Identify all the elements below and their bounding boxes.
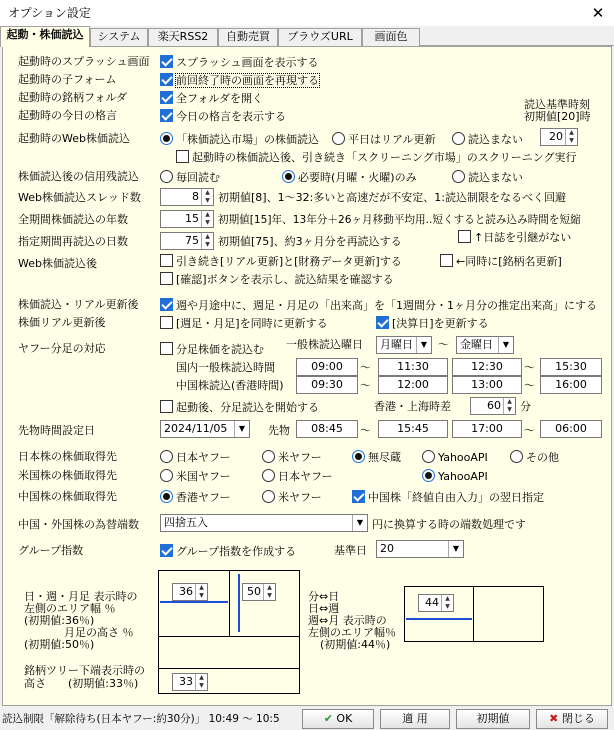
web-load-radio-none[interactable]: 読込まない [452,132,523,147]
area2-divider-v [473,586,474,642]
area1-label-5: (初期値:50％) [24,638,95,651]
us-radio-yahooapi[interactable]: YahooAPI [422,469,488,484]
area1-label-1: 日・週・月足 表示時の [24,590,138,603]
hk-diff-stepper[interactable]: 60 ▲ ▼ [470,397,516,415]
spin-arrows-icon[interactable]: ▲ ▼ [263,584,275,600]
volume-label: 株価読込・リアル更新後 [18,298,139,311]
thread-note: 初期値[8]、1～32:多いと高速だが不安定、1:読込制限をなるべく回避 [218,191,566,204]
radio-icon [262,490,275,503]
domestic-time-4[interactable]: 15:30 [540,358,602,376]
tab-startup[interactable]: 起動・株価読込 [0,26,90,47]
futures-label: 先物時間設定日 [18,424,95,437]
area2-label-4: 左側のエリア幅％ [308,626,396,639]
apply-button[interactable]: 適 用 [380,709,450,729]
spin-arrows-icon[interactable]: ▲ ▼ [565,129,577,145]
china-time-2[interactable]: 12:00 [378,376,448,394]
domestic-time-1[interactable]: 09:00 [296,358,358,376]
domestic-time-2[interactable]: 11:30 [378,358,448,376]
area1-height-stepper[interactable]: 50 ▲ ▼ [242,583,276,601]
futures-date-select[interactable]: 2024/11/05 ▼ [160,420,250,438]
radio-icon [282,170,295,183]
us-radio-japan-yahoo[interactable]: 日本ヤフー [262,469,333,484]
tilde: ～ [524,424,535,437]
checkbox-icon [176,150,189,163]
fx-note: 円に換算する時の端数処理です [372,518,526,531]
credit-radio-none[interactable]: 読込まない [452,170,523,185]
tab-browse-url[interactable]: ブラウズURL [278,28,362,46]
chevron-down-icon[interactable]: ▼ [498,337,513,353]
maxim-checkbox[interactable]: 今日の格言を表示する [160,109,286,124]
splash-checkbox[interactable]: スプラッシュ画面を表示する [160,55,319,70]
credit-radio-needed[interactable]: 必要時(月曜・火曜)のみ [282,170,417,185]
china-time-1[interactable]: 09:30 [296,376,358,394]
ok-button[interactable]: ✔ OK [302,709,374,729]
base-date-select[interactable]: 20 ▼ [376,540,464,558]
close-icon[interactable]: ✕ [591,4,605,22]
child-form-label: 起動時の子フォーム [18,73,117,86]
group-index-label: グループ指数 [18,544,84,557]
us-source-label: 米国株の株価取得先 [18,469,117,482]
years-stepper[interactable]: 15 ▲ ▼ [160,210,214,228]
domestic-time-label: 国内一般株読込時間 [176,361,275,374]
web-load-label: 起動時のWeb株価読込 [18,132,130,145]
status-text: 読込制限「解除待ち(日本ヤフー:約30分)」 10:49 ～ 10:5 [2,713,280,725]
tab-auto-trade[interactable]: 自動売買 [218,28,278,46]
radio-icon [160,469,173,482]
jp-radio-mujinzo[interactable]: 無尽蔵 [352,450,401,465]
domestic-time-3[interactable]: 12:30 [452,358,522,376]
to-day-select[interactable]: 金曜日 ▼ [456,336,514,354]
checkbox-icon [160,254,173,267]
ref-time-stepper[interactable]: 20 ▲ ▼ [540,128,578,146]
credit-radio-every[interactable]: 毎回読む [160,170,220,185]
fx-rounding-select[interactable]: 四捨五入 ▼ [160,514,368,532]
tab-screen-color[interactable]: 画面色 [362,28,420,46]
check-icon [160,91,173,104]
checkbox-icon [160,316,173,329]
jp-radio-japan-yahoo[interactable]: 日本ヤフー [160,450,231,465]
jp-radio-yahooapi[interactable]: YahooAPI [422,450,488,465]
years-note: 初期値[15]年、13年分＋26ヶ月移動平均用..短くすると読み込み時間を短縮 [218,214,581,226]
tilde: ～ [360,361,371,374]
maxim-label: 起動時の今日の格言 [18,109,117,122]
open-folders-checkbox[interactable]: 全フォルダを開く [160,91,263,106]
tilde: ～ [360,424,371,437]
radio-icon [422,450,435,463]
check-icon [160,544,173,557]
ref-time-label: 読込基準時刻 [524,98,590,111]
radio-icon [422,469,435,482]
radio-icon [510,450,523,463]
futures-time-3[interactable]: 17:00 [452,420,522,438]
tab-system[interactable]: システム [90,28,148,46]
cn-radio-hk-yahoo[interactable]: 香港ヤフー [160,490,231,505]
confirm-button-checkbox[interactable]: [確認]ボタンを表示し、読込結果を確認する [160,272,394,287]
spin-arrows-icon[interactable]: ▲ ▼ [201,233,213,249]
title-bar [0,0,614,26]
tilde: ～ [360,379,371,392]
spin-arrows-icon[interactable]: ▲ ▼ [503,398,515,414]
days-stepper[interactable]: 75 ▲ ▼ [160,232,214,250]
futures-time-1[interactable]: 08:45 [296,420,358,438]
area2-label-1: 分⇔日 [308,590,340,603]
web-load-radio-realtime[interactable]: 平日はリアル更新 [332,132,436,147]
radio-icon [262,469,275,482]
thread-label: Web株価読込スレッド数 [18,191,141,204]
hk-diff-label: 香港・上海時差 [374,400,451,413]
chevron-down-icon[interactable]: ▼ [234,421,249,437]
yahoo-minute-label: ヤフー分足の対応 [18,342,106,355]
years-label: 全期間株価読込の年数 [18,213,128,226]
area2-label-5: (初期値:44％) [320,638,391,651]
spin-arrows-icon[interactable]: ▲ ▼ [195,584,207,600]
spin-arrows-icon[interactable]: ▲ ▼ [201,189,213,205]
area1-width-arrow [160,601,228,603]
update-name-checkbox[interactable]: ←同時に[銘柄名更新] [440,254,562,269]
check-icon [160,109,173,122]
minute-load-checkbox[interactable]: 分足株価を読込む [160,342,264,357]
spin-arrows-icon[interactable]: ▲ ▼ [441,595,453,611]
screening-checkbox[interactable]: 起動時の株価読込後、引き続き「スクリーニング市場」のスクリーニング実行 [176,150,577,165]
spin-arrows-icon[interactable]: ▲ ▼ [201,211,213,227]
tilde: ～ [438,338,449,351]
area1-divider-h [158,636,300,637]
credit-label: 株価読込後の信用残読込 [18,170,139,183]
check-icon [160,55,173,68]
weekday-label: 一般株読込曜日 [286,338,363,351]
radio-icon [160,490,173,503]
area2-label-3: 週⇔月 表示時の [308,614,387,627]
days-label: 指定期間再読込の日数 [18,235,128,248]
checkbox-icon [160,272,173,285]
radio-icon [160,450,173,463]
chevron-down-icon[interactable]: ▼ [352,515,367,531]
tree-height-stepper[interactable]: 33 ▲ ▼ [172,673,208,691]
cn-close-input-checkbox[interactable]: 中国株「終値自由入力」の翌日指定 [352,490,544,505]
area1-label-2: 左側のエリア幅 ％ [24,602,116,615]
check-icon: ✔ [323,712,333,725]
area1-width-stepper[interactable]: 36 ▲ ▼ [172,583,208,601]
tree-divider [158,668,300,669]
tilde: ～ [524,379,535,392]
checkbox-icon [160,400,173,413]
radio-icon [332,132,345,145]
us-radio-us-yahoo[interactable]: 米国ヤフー [160,469,231,484]
china-time-3[interactable]: 13:00 [452,376,522,394]
check-icon [352,490,365,503]
restore-screen-checkbox[interactable]: 前回終了時の画面を再現する [160,73,319,88]
radio-icon [160,132,173,145]
checkbox-icon [160,342,173,355]
radio-icon [262,450,275,463]
area2-label-2: 日⇔週 [308,602,340,615]
tree-label-2: 高さ (初期値:33％) [24,677,139,690]
group-index-checkbox[interactable]: グループ指数を作成する [160,544,296,559]
from-day-select[interactable]: 月曜日 ▼ [376,336,432,354]
china-time-label: 中国株読込(香港時間) [176,379,284,392]
folder-label: 起動時の銘柄フォルダ [18,91,128,104]
area1-height-arrow [238,574,240,632]
tree-label-1: 銘柄ツリー下端表示時の [24,664,145,677]
window-title: オプション設定 [8,6,91,20]
close-button[interactable]: ✖ 閉じる [536,709,608,729]
jp-radio-us-yahoo[interactable]: 米ヤフー [262,450,322,465]
ref-time-default: 初期値[20]時 [524,110,591,123]
hk-diff-unit: 分 [520,400,531,413]
estimated-volume-checkbox[interactable]: 週や月途中に、週足・月足の「出来高」を「1週間分・1ヶ月分の推定出来高」にする [160,298,597,313]
cn-source-label: 中国株の株価取得先 [18,490,117,503]
area1-label-3: (初期値:36％) [24,614,95,627]
chevron-down-icon[interactable]: ▼ [416,337,431,353]
jp-source-label: 日本株の株価取得先 [18,450,117,463]
spin-arrows-icon[interactable]: ▲ ▼ [195,674,207,690]
china-time-4[interactable]: 16:00 [540,376,602,394]
area2-width-stepper[interactable]: 44 ▲ ▼ [418,594,454,612]
radio-icon [352,450,365,463]
fx-label: 中国・外国株の為替端数 [18,518,139,531]
cn-radio-us-yahoo[interactable]: 米ヤフー [262,490,322,505]
start-minute-checkbox[interactable]: 起動後、分足読込を開始する [160,400,319,415]
area1-divider-v [229,570,230,636]
close-icon: ✖ [549,712,559,725]
radio-icon [452,170,465,183]
base-date-label: 基準日 [334,544,367,557]
weekly-monthly-checkbox[interactable]: [週足・月足]を同時に更新する [160,316,328,331]
jp-radio-other[interactable]: その他 [510,450,559,465]
check-icon [160,298,173,311]
after-load-label: Web株価読込後 [18,257,97,270]
checkbox-icon [458,230,471,243]
checkbox-icon [440,254,453,267]
chevron-down-icon[interactable]: ▼ [448,541,463,557]
area2-width-arrow [406,618,472,620]
days-note: 初期値[75]、約3ヶ月分を再読込する [218,235,402,248]
splash-label: 起動時のスプラッシュ画面 [18,55,150,68]
futures-time-4[interactable]: 06:00 [540,420,602,438]
tilde: ～ [524,361,535,374]
tab-rakuten-rss2[interactable]: 楽天RSS2 [148,28,218,46]
continue-realtime-checkbox[interactable]: 引き続き[リアル更新]と[財務データ更新]する [160,254,402,269]
futures-time-2[interactable]: 15:45 [378,420,448,438]
area1-label-4: 月足の高さ ％ [64,626,134,639]
futures-name: 先物 [268,424,290,437]
check-icon [376,316,389,329]
init-button[interactable]: 初期値 [456,709,530,729]
no-diary-checkbox[interactable]: ↑日誌を引継がない [458,230,571,245]
real-update-label: 株価リアル更新後 [18,316,106,329]
web-load-radio-market[interactable]: 「株価読込市場」の株価読込 [160,132,319,147]
settlement-date-checkbox[interactable]: [決算日]を更新する [376,316,489,331]
radio-icon [160,170,173,183]
check-icon [160,73,173,86]
radio-icon [452,132,465,145]
thread-stepper[interactable]: 8 ▲ ▼ [160,188,214,206]
